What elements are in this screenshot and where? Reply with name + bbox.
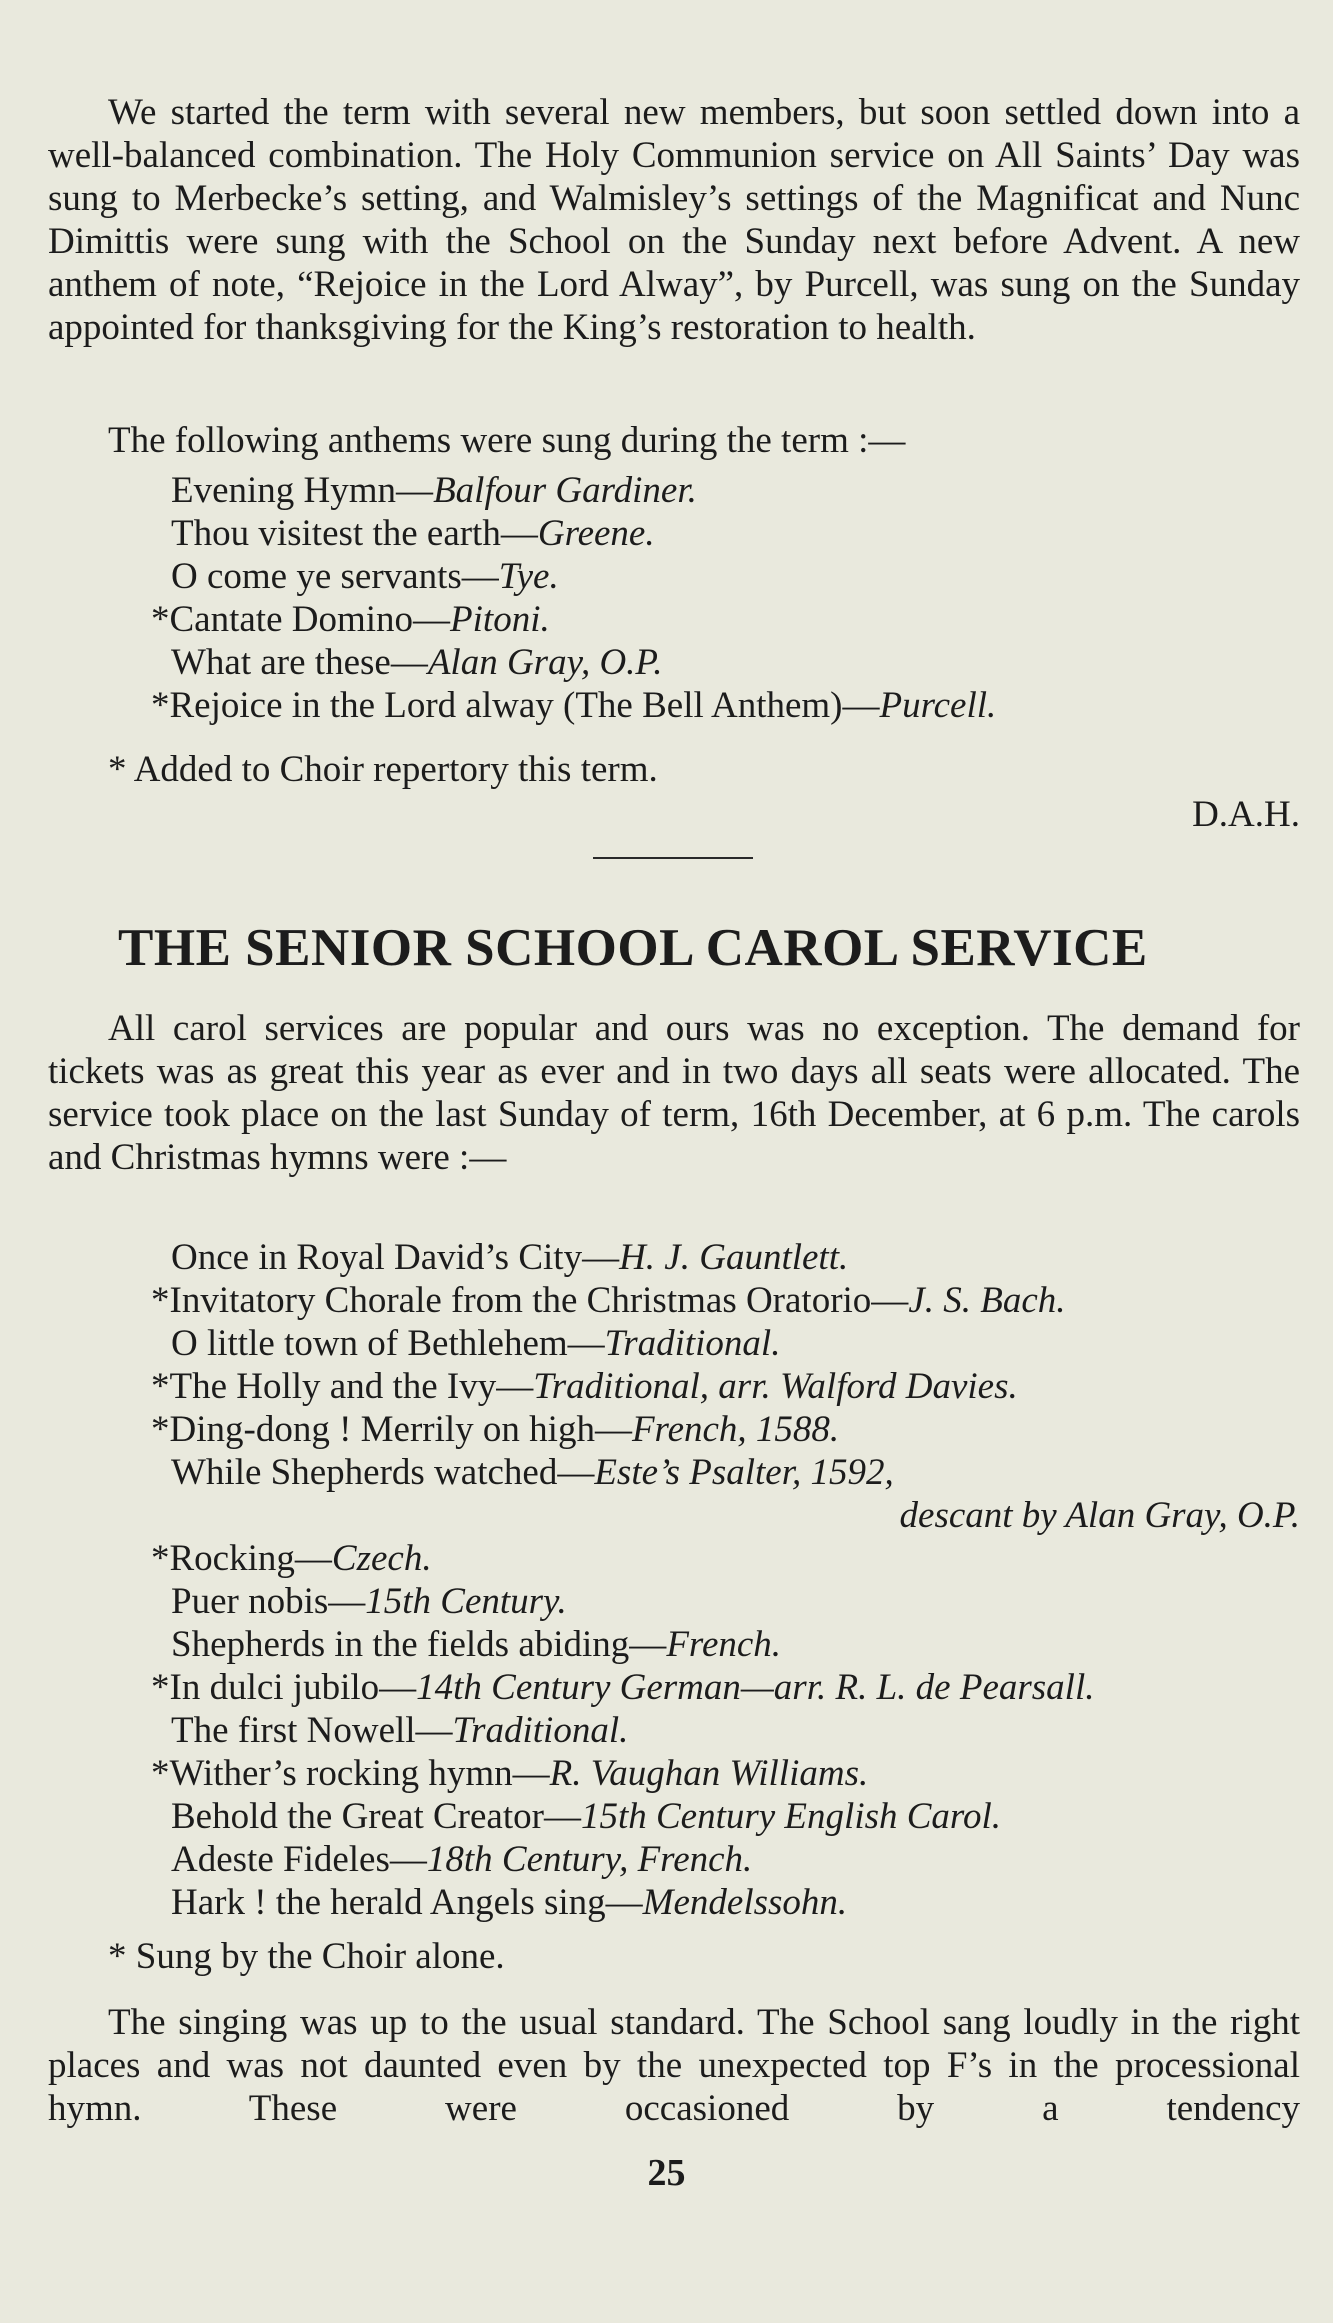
carol-item xyxy=(171,1451,894,1494)
carol-author: H. J. Gauntlett. xyxy=(619,1237,849,1278)
carol-author: Traditional, arr. Walford Davies. xyxy=(533,1366,1018,1407)
signature: D.A.H. xyxy=(1192,794,1300,835)
carol-author: descant by Alan Gray, O.P. xyxy=(899,1495,1300,1536)
closing-paragraph xyxy=(48,2001,1300,2130)
anthem-author: Greene. xyxy=(537,513,655,554)
carol-author: French. xyxy=(666,1624,782,1665)
carol-title: While Shepherds watched— xyxy=(171,1452,595,1493)
carol-title: *Invitatory Chorale from the Christmas Oratorio— xyxy=(151,1280,909,1321)
carol-item xyxy=(151,1666,1094,1709)
carol-item xyxy=(151,1365,1018,1408)
carol-title: *Rocking— xyxy=(151,1538,332,1579)
anthem-title: Evening Hymn— xyxy=(171,470,434,511)
anthem-title: Thou visitest the earth— xyxy=(171,513,538,554)
closing-paragraph-text: The singing was up to the usual standard. The School sang loudly in the right places and was not daunted even by the unexpected top F’s in the processional hymn. These were occasioned by a tendency xyxy=(48,2002,1300,2129)
carol-item xyxy=(171,1795,1001,1838)
carol-paragraph-text: All carol services are popular and ours was no exception. The demand for tickets was as great this year as ever and in two days all seats were allocated. The service took place on the last Sunday of term, 16th December, at 6 p.m. The carols and Christmas hymns were :— xyxy=(48,1008,1300,1178)
carol-item xyxy=(171,1623,781,1666)
anthem-item xyxy=(151,684,996,727)
carol-title: *Ding-dong ! Merrily on high— xyxy=(151,1409,632,1450)
carol-title: Behold the Great Creator— xyxy=(171,1796,581,1837)
carol-item xyxy=(151,1279,1066,1322)
carol-author: R. Vaughan Williams. xyxy=(549,1753,869,1794)
anthem-item xyxy=(171,512,655,555)
anthem-author: Pitoni. xyxy=(450,599,550,640)
anthem-title: What are these— xyxy=(171,642,428,683)
carol-author: 15th Century. xyxy=(365,1581,567,1622)
intro-paragraph-text: We started the term with several new members, but soon settled down into a well-balanced combination. The Holy Communion service on All Saints’ Day was sung to Merbecke’s setting, and Walmisley’s settings of the Magnificat and Nunc Dimittis were sung with the School on the Sunday next before Advent. A new anthem of note, “Rejoice in the Lord Alway”, by Purcell, was sung on the Sunday appointed for thanksgiving for the King’s restoration to health. xyxy=(48,92,1300,348)
carol-author: Traditional. xyxy=(452,1710,629,1751)
anthem-item xyxy=(171,641,663,684)
anthem-title: *Rejoice in the Lord alway (The Bell Anthem)— xyxy=(151,685,880,726)
carol-author: 15th Century English Carol. xyxy=(580,1796,1001,1837)
carol-title: Adeste Fideles— xyxy=(171,1839,427,1880)
anthem-item xyxy=(151,598,550,641)
carol-title: Shepherds in the fields abiding— xyxy=(171,1624,667,1665)
carols-footnote: * Sung by the Choir alone. xyxy=(108,1936,505,1977)
carol-author: 18th Century, French. xyxy=(426,1839,753,1880)
section-divider xyxy=(593,857,753,859)
anthem-item xyxy=(171,469,697,512)
carol-title: *Wither’s rocking hymn— xyxy=(151,1753,550,1794)
carol-item xyxy=(171,1322,780,1365)
carol-paragraph xyxy=(48,1007,1300,1179)
carol-item xyxy=(171,1838,752,1881)
carol-author: Mendelssohn. xyxy=(642,1882,848,1923)
anthem-item xyxy=(171,555,559,598)
anthem-author: Balfour Gardiner. xyxy=(433,470,697,511)
page-number: 25 xyxy=(647,2152,686,2194)
carol-author: Czech. xyxy=(331,1538,432,1579)
carol-item xyxy=(171,1709,628,1752)
carol-item xyxy=(151,1537,432,1580)
carol-item-continuation xyxy=(900,1494,1300,1537)
carol-author: 14th Century German—arr. R. L. de Pearsall. xyxy=(416,1667,1095,1708)
closing-section xyxy=(48,2001,1300,2130)
carol-title: *The Holly and the Ivy— xyxy=(151,1366,534,1407)
anthem-title: O come ye servants— xyxy=(171,556,499,597)
carol-author: Traditional. xyxy=(604,1323,781,1364)
carol-title: Puer nobis— xyxy=(171,1581,366,1622)
intro-section xyxy=(48,91,1300,349)
section-heading: THE SENIOR SCHOOL CAROL SERVICE xyxy=(118,919,1148,977)
anthem-author: Alan Gray, O.P. xyxy=(427,642,663,683)
carol-title: Once in Royal David’s City— xyxy=(171,1237,620,1278)
carol-title: *In dulci jubilo— xyxy=(151,1667,417,1708)
carol-author: French, 1588. xyxy=(631,1409,840,1450)
anthems-footnote: * Added to Choir repertory this term. xyxy=(108,749,658,790)
carol-title: The first Nowell— xyxy=(171,1710,453,1751)
anthem-author: Purcell. xyxy=(879,685,997,726)
carol-item xyxy=(171,1881,847,1924)
anthems-intro: The following anthems were sung during the term :— xyxy=(108,420,906,461)
carol-title: O little town of Bethlehem— xyxy=(171,1323,605,1364)
carol-item xyxy=(171,1580,567,1623)
carol-item xyxy=(171,1236,848,1279)
carol-item xyxy=(151,1752,868,1795)
carol-author: Este’s Psalter, 1592, xyxy=(594,1452,894,1493)
carol-section xyxy=(48,1007,1300,1179)
carol-author: J. S. Bach. xyxy=(908,1280,1066,1321)
anthem-author: Tye. xyxy=(498,556,559,597)
anthem-title: *Cantate Domino— xyxy=(151,599,451,640)
carol-item xyxy=(151,1408,839,1451)
carol-title: Hark ! the herald Angels sing— xyxy=(171,1882,643,1923)
intro-paragraph xyxy=(48,91,1300,349)
